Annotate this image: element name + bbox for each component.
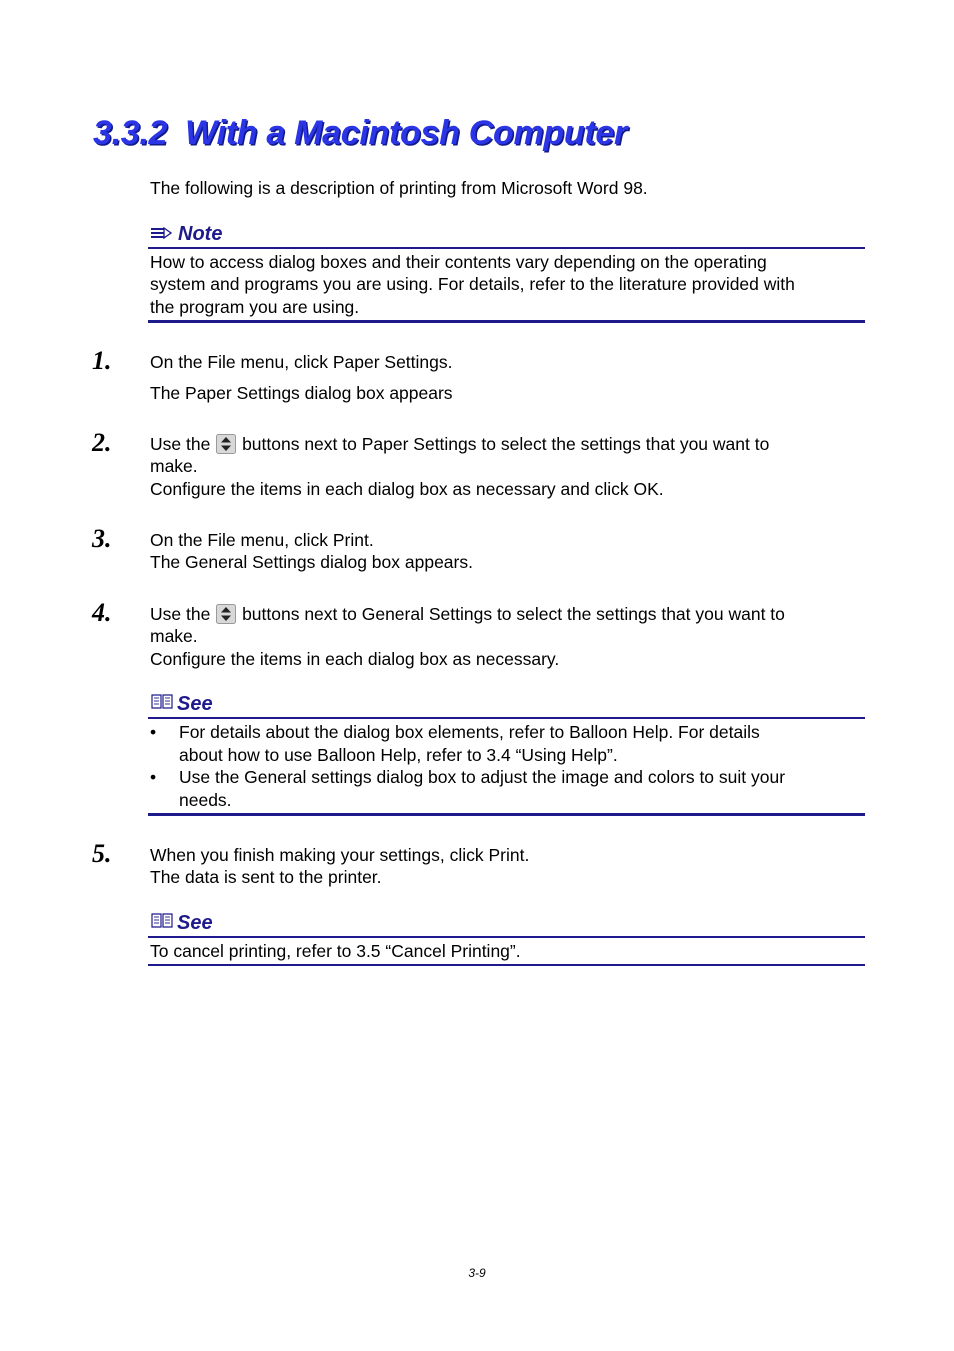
see-label-2: See: [177, 912, 213, 934]
step-3-line-1: On the File menu, click Print.: [150, 530, 374, 550]
step-4-text-before: Use the: [150, 604, 211, 624]
step-4-line-2: make.: [150, 626, 198, 646]
step-2-line-2: make.: [150, 456, 198, 476]
step-3-line-2: The General Settings dialog box appears.: [150, 552, 473, 572]
see-1-bottom-rule: [148, 813, 865, 816]
see-header-2: [150, 911, 213, 935]
bullet-text: Use the General settings dialog box to adjust the image and colors to suit your: [179, 767, 786, 787]
section-heading: [93, 114, 627, 153]
note-label: Note: [178, 223, 223, 245]
note-top-rule: [148, 247, 865, 249]
step-2-line-3: Configure the items in each dialog box as necessary and click OK.: [150, 479, 664, 499]
see-header-1: [150, 692, 213, 716]
pencil-note-icon: [150, 222, 172, 246]
note-header: [150, 222, 222, 246]
book-icon: [150, 692, 174, 716]
page-number: 3-9: [468, 1266, 486, 1280]
book-icon: [150, 911, 174, 935]
step-5-line-2: The data is sent to the printer.: [150, 867, 382, 887]
note-line-3: the program you are using.: [150, 297, 360, 317]
section-number: 3.3.2: [93, 114, 168, 152]
bullet-dot: •: [150, 722, 157, 742]
note-line-2: system and programs you are using. For details, refer to the literature provided with: [150, 274, 795, 294]
step-4-text-after: buttons next to General Settings to select the settings that you want to: [242, 604, 785, 624]
see-2-text: To cancel printing, refer to 3.5 “Cancel Printing”.: [150, 941, 521, 961]
note-bottom-rule: [148, 320, 865, 323]
step-1-number: 1.: [92, 346, 112, 375]
step-4-line-3: Configure the items in each dialog box as necessary.: [150, 649, 560, 669]
step-2-text-before: Use the: [150, 434, 211, 454]
step-5-line-1: When you finish making your settings, click Print.: [150, 845, 530, 865]
up-down-arrows-icon: [216, 604, 236, 624]
step-4-line-1: [150, 603, 785, 626]
step-5-number: 5.: [92, 839, 112, 868]
step-4-number: 4.: [92, 598, 112, 627]
up-down-arrows-icon: [216, 434, 236, 454]
step-1-line-1: On the File menu, click Paper Settings.: [150, 352, 453, 372]
section-title: With a Macintosh Computer: [185, 114, 627, 152]
see-label-1: See: [177, 693, 213, 715]
bullet-text: For details about the dialog box elements, refer to Balloon Help. For details: [179, 722, 760, 742]
bullet-text: about how to use Balloon Help, refer to 3.4 “Using Help”.: [179, 745, 618, 765]
note-line-1: How to access dialog boxes and their contents vary depending on the operating: [150, 252, 767, 272]
bullet-text: needs.: [179, 790, 232, 810]
bullet-dot: •: [150, 767, 157, 787]
intro-text: The following is a description of printing from Microsoft Word 98.: [150, 178, 648, 198]
step-2-number: 2.: [92, 428, 112, 457]
see-1-top-rule: [148, 717, 865, 719]
step-2-line-1: [150, 433, 769, 456]
step-3-number: 3.: [92, 524, 112, 553]
see-2-bottom-rule: [148, 964, 865, 966]
see-2-top-rule: [148, 936, 865, 938]
step-1-line-2: The Paper Settings dialog box appears: [150, 383, 453, 403]
step-2-text-after: buttons next to Paper Settings to select the settings that you want to: [242, 434, 770, 454]
